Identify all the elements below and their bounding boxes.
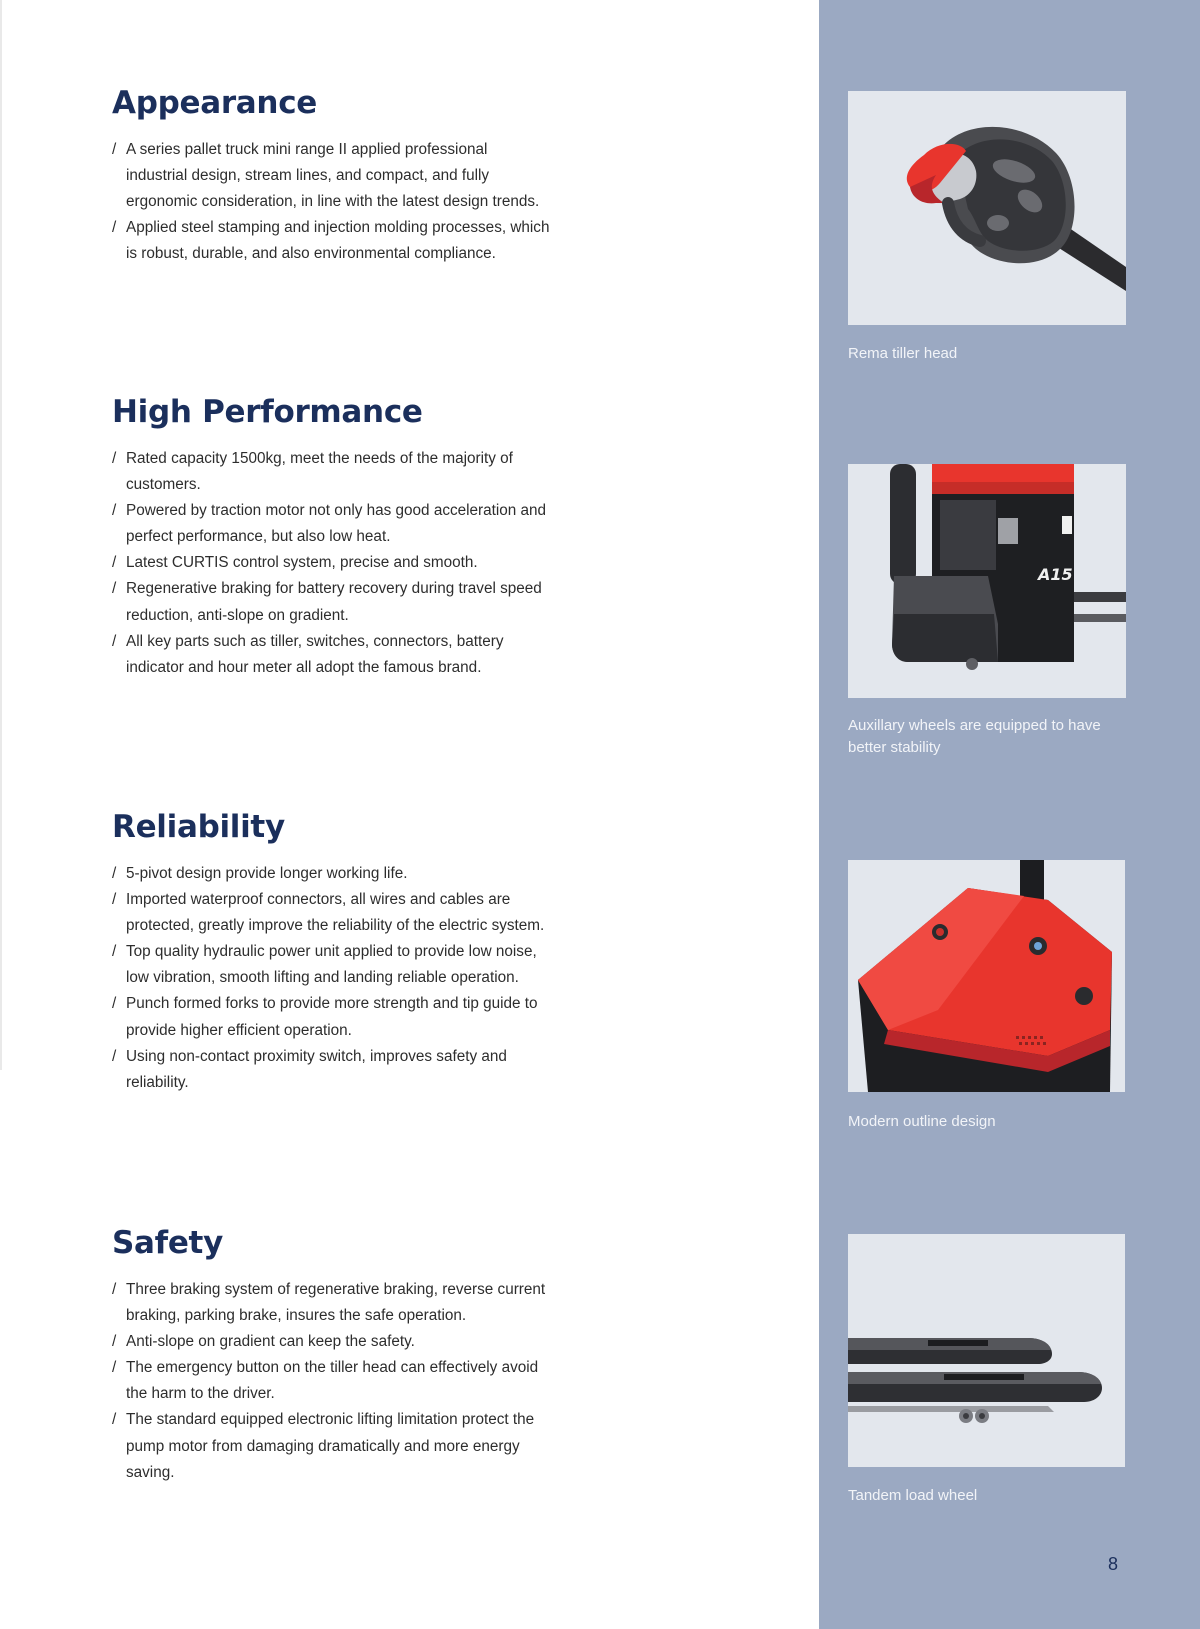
list-item-text: All key parts such as tiller, switches, connectors, battery indicator and hour meter all adopt the famous brand.: [126, 632, 504, 676]
bullet-slash: /: [112, 632, 117, 650]
bullet-slash: /: [112, 865, 117, 882]
bullet-slash: /: [112, 502, 117, 520]
list-item: [112, 446, 552, 498]
section-title: Reliability: [112, 809, 285, 845]
list-item: [112, 550, 552, 576]
bullet-slash: /: [112, 219, 117, 237]
list-item-text: Anti-slope on gradient can keep the safety.: [126, 1333, 415, 1351]
bullet-slash: /: [112, 1281, 117, 1298]
list-item: [112, 576, 552, 628]
list-item: [112, 1044, 552, 1096]
bullet-slash: /: [112, 1411, 117, 1429]
list-item: [112, 498, 552, 550]
list-item: [112, 1329, 552, 1355]
list-item-text: Imported waterproof connectors, all wires and cables are protected, greatly improve the reliability of the electric system.: [126, 891, 545, 935]
section-high-performance: [112, 394, 552, 681]
left-edge-rule: [0, 0, 2, 1070]
section-appearance: [112, 85, 552, 267]
photo-caption: Auxillary wheels are equipped to have better stability: [848, 717, 1101, 756]
bullet-list: [112, 861, 552, 1096]
bullet-slash: /: [112, 554, 117, 572]
list-item-text: Three braking system of regenerative braking, reverse current braking, parking brake, insures the safe operation.: [126, 1281, 546, 1325]
bullet-slash: /: [112, 995, 117, 1013]
list-item-text: Latest CURTIS control system, precise and smooth.: [126, 554, 478, 572]
list-item-text: 5-pivot design provide longer working life.: [126, 865, 408, 882]
list-item: [112, 215, 552, 267]
list-item-text: Punch formed forks to provide more strength and tip guide to provide higher efficient operation.: [126, 995, 538, 1039]
photo-caption: Tandem load wheel: [848, 1487, 978, 1504]
list-item-text: The emergency button on the tiller head can effectively avoid the harm to the driver.: [126, 1359, 539, 1403]
list-item: [112, 991, 552, 1043]
photo-caption: Modern outline design: [848, 1113, 996, 1130]
list-item: [112, 887, 552, 939]
page-number: 8: [1108, 1554, 1119, 1574]
bullet-list: [112, 446, 552, 681]
list-item: [112, 861, 552, 887]
list-item-text: Rated capacity 1500kg, meet the needs of the majority of customers.: [126, 450, 513, 494]
list-item: [112, 1277, 552, 1329]
bullet-list: [112, 1277, 552, 1486]
model-label: A15: [1038, 565, 1073, 584]
bullet-slash: /: [112, 450, 117, 467]
list-item: [112, 629, 552, 681]
section-safety: [112, 1225, 552, 1486]
bullet-slash: /: [112, 580, 117, 598]
list-item-text: Using non-contact proximity switch, improves safety and reliability.: [126, 1047, 507, 1091]
list-item-text: Powered by traction motor not only has good acceleration and perfect performance, but also low heat.: [126, 502, 547, 546]
bullet-slash: /: [112, 141, 117, 158]
list-item-text: Regenerative braking for battery recovery during travel speed reduction, anti-slope on gradient.: [126, 580, 542, 624]
list-item: [112, 1407, 552, 1485]
photo-outline-design: [848, 860, 1125, 1092]
bullet-slash: /: [112, 1047, 117, 1065]
bullet-slash: /: [112, 891, 117, 909]
bullet-slash: /: [112, 1333, 117, 1351]
bullet-slash: /: [112, 943, 117, 961]
list-item-text: A series pallet truck mini range II applied professional industrial design, stream lines, and compact, and fully ergonomic consideration, in line with the latest design trends.: [126, 141, 540, 211]
list-item-text: The standard equipped electronic lifting limitation protect the pump motor from damaging dramatically and more energy saving.: [126, 1411, 535, 1481]
photo-tiller-head: [848, 91, 1126, 325]
list-item-text: Applied steel stamping and injection molding processes, which is robust, durable, and also environmental compliance.: [126, 219, 550, 263]
section-title: High Performance: [112, 394, 423, 430]
list-item: [112, 1355, 552, 1407]
photo-caption: Rema tiller head: [848, 345, 958, 362]
section-reliability: [112, 809, 552, 1096]
bullet-slash: /: [112, 1359, 117, 1377]
photo-tandem-load-wheel: [848, 1234, 1125, 1467]
section-title: Appearance: [112, 85, 317, 121]
list-item-text: Top quality hydraulic power unit applied to provide low noise, low vibration, smooth lifting and landing reliable operation.: [126, 943, 537, 987]
list-item: [112, 137, 552, 215]
bullet-list: [112, 137, 552, 267]
list-item: [112, 939, 552, 991]
photo-auxiliary-wheels: [848, 464, 1126, 698]
section-title: Safety: [112, 1225, 223, 1261]
